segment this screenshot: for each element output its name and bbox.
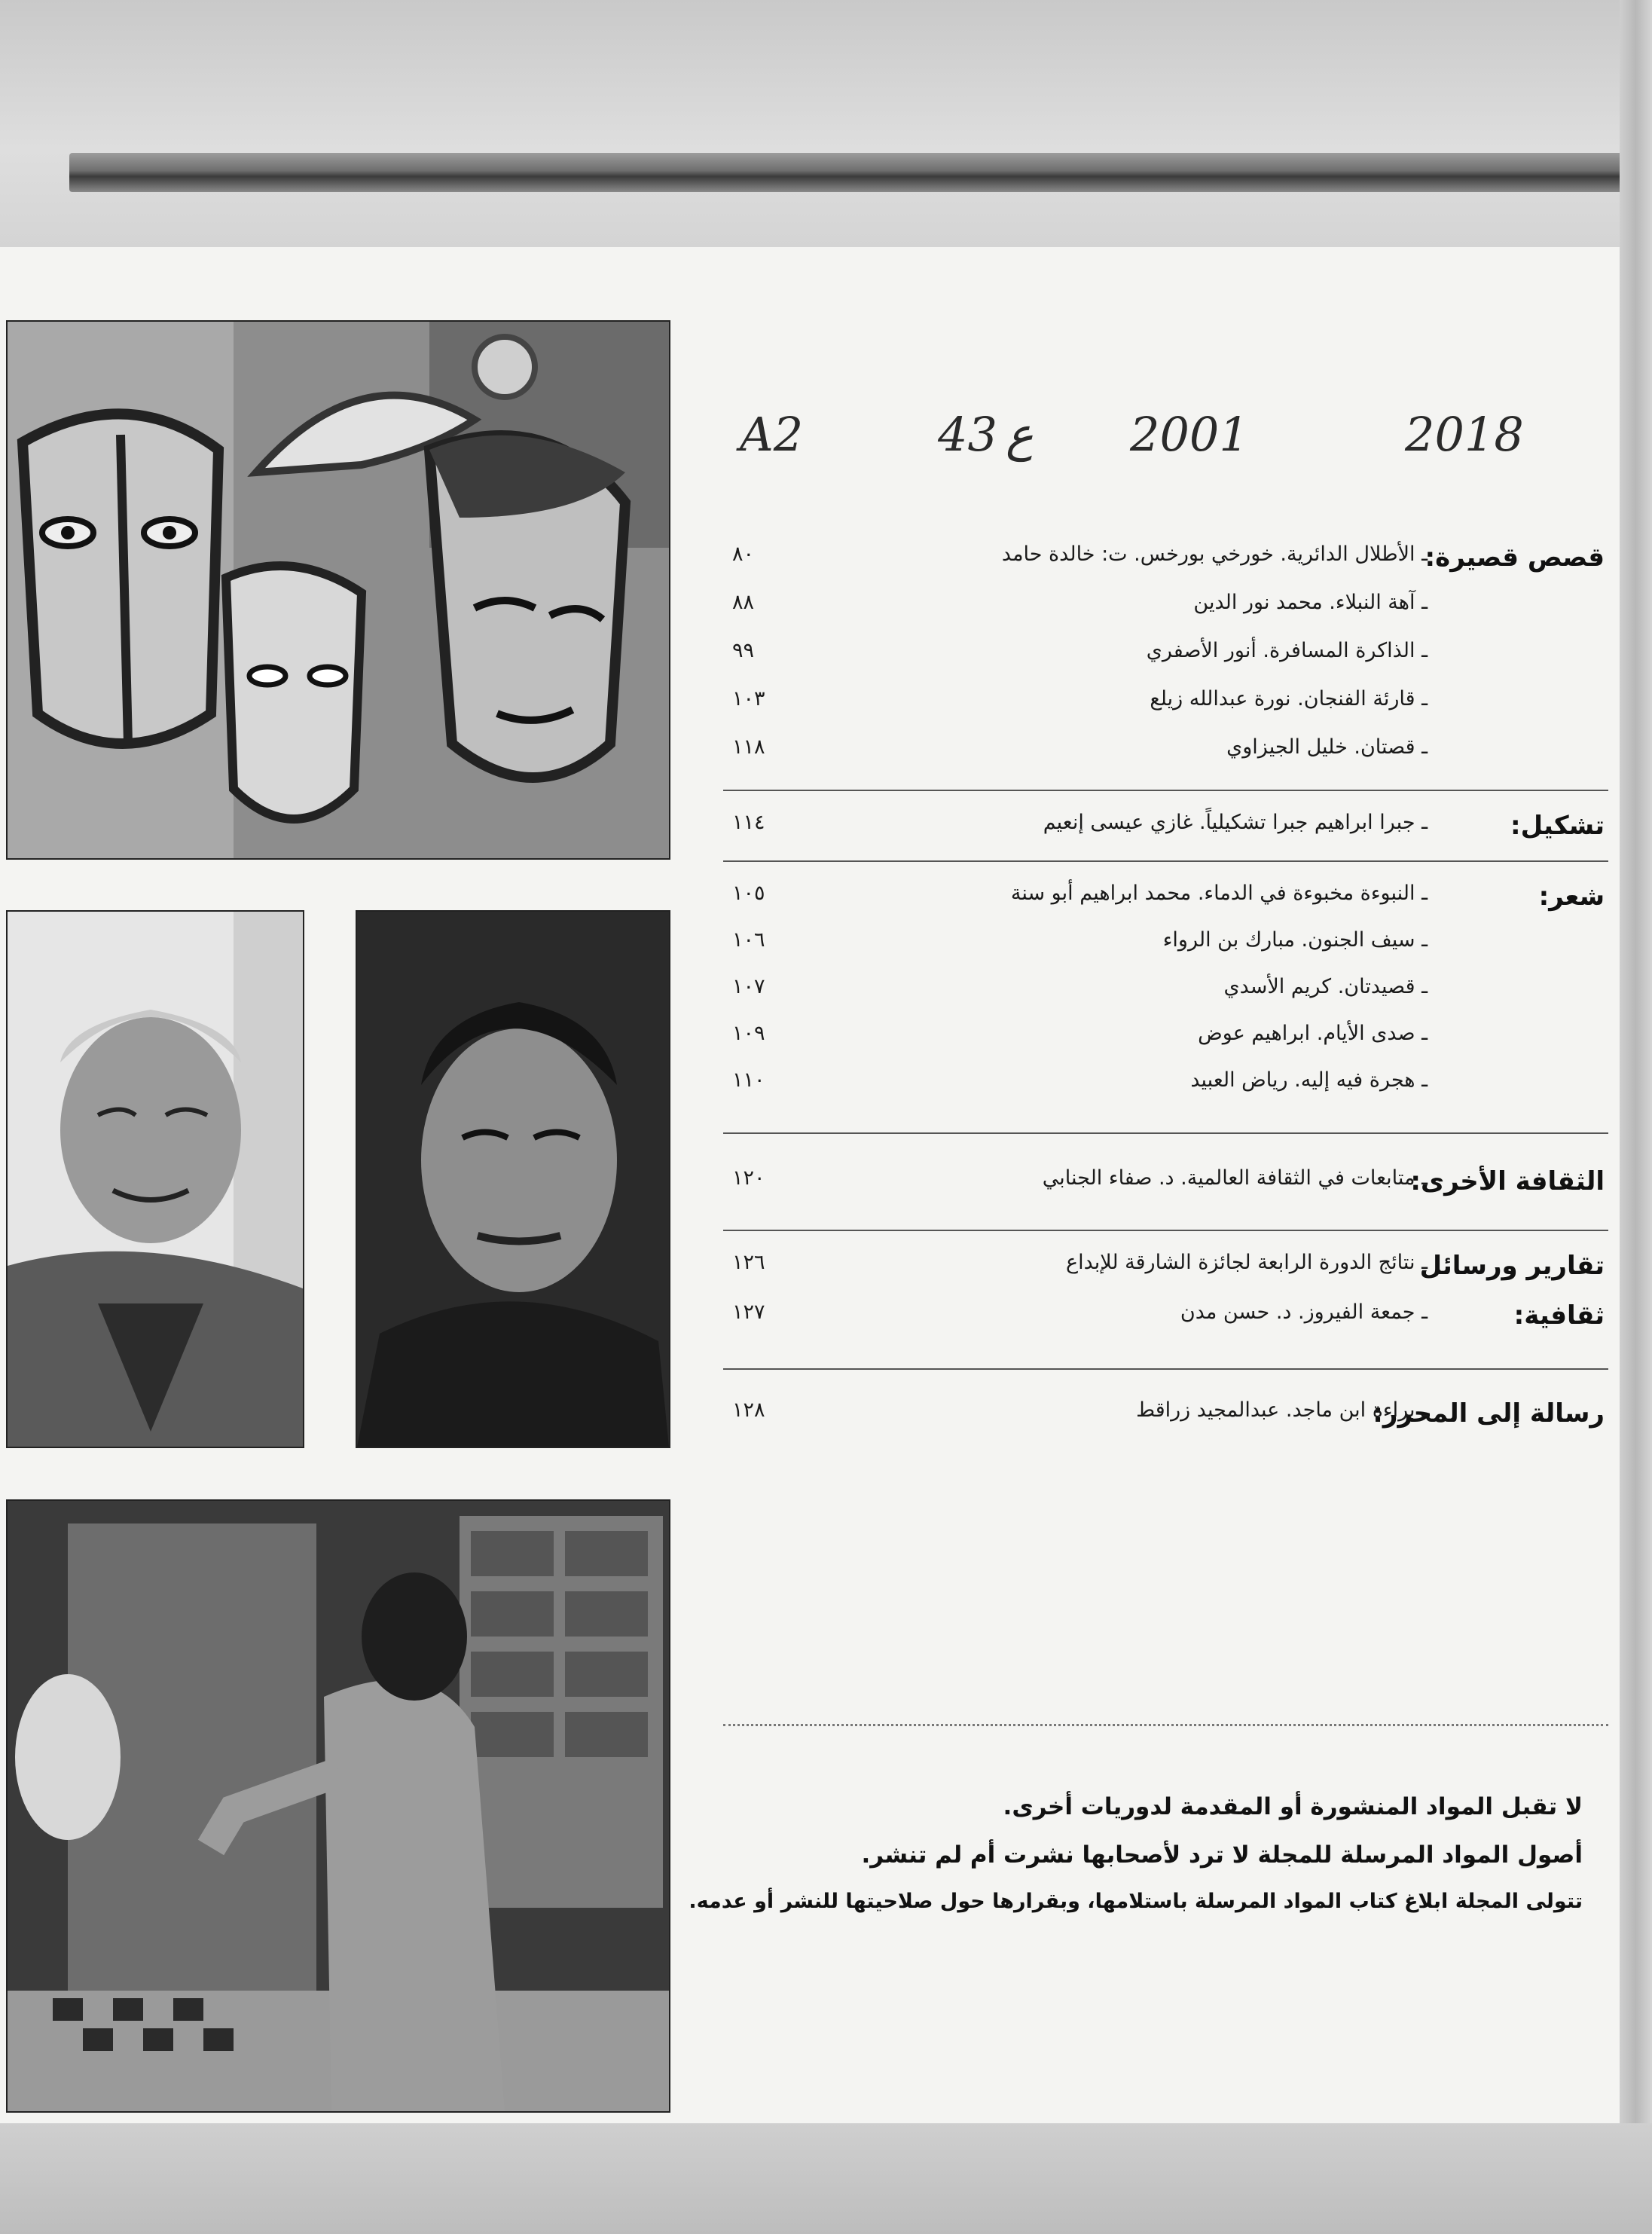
toc-section-reports	[723, 1251, 1605, 1349]
toc-entry[interactable]	[723, 639, 1605, 681]
toc-entry[interactable]	[723, 735, 1605, 778]
toc-entry[interactable]	[723, 542, 1605, 585]
entry-title: ـ جبرا ابراهيم جبرا تشكيلياً. غازي عيسى إنعيم	[1043, 811, 1428, 834]
section-title: تشكيل:	[1510, 811, 1605, 841]
entry-page-number: ١٠٦	[732, 928, 765, 952]
section-divider	[723, 790, 1608, 791]
entry-title: ـ براءة ابن ماجد. عبدالمجيد زراقط	[1136, 1398, 1428, 1422]
handwritten-letter: ع	[1006, 407, 1034, 462]
toc-entry[interactable]	[723, 975, 1605, 1017]
entry-title: ـ النبوءة مخبوءة في الدماء. محمد ابراهيم أبو سنة	[1010, 882, 1428, 905]
toc-entry[interactable]	[723, 1300, 1605, 1343]
section-divider	[723, 860, 1608, 862]
toc-entry[interactable]	[723, 1398, 1605, 1441]
toc-entry[interactable]	[723, 1022, 1605, 1064]
entry-page-number: ١١٨	[732, 735, 765, 759]
toc-section-poetry	[723, 882, 1605, 1130]
entry-page-number: ١١٤	[732, 811, 765, 834]
header-rule	[69, 153, 1636, 192]
entry-title: ـ متابعات في الثقافة العالمية. د. صفاء الجنابي	[1042, 1166, 1428, 1190]
scan-spine-edge	[1620, 0, 1652, 2234]
portrait-photo-left	[6, 910, 304, 1448]
toc-entry[interactable]	[723, 1166, 1605, 1209]
section-title: رسالة إلى المحرر:	[1373, 1398, 1605, 1429]
handwritten-code: A2	[740, 407, 804, 462]
toc-section-fine-art	[723, 811, 1605, 856]
entry-page-number: ١١٠	[732, 1068, 765, 1092]
entry-title: ـ هجرة فيه إليه. رياض العبيد	[1190, 1068, 1428, 1092]
section-title-line1: تقارير ورسائل	[1419, 1251, 1605, 1281]
entry-title: ـ صدى الأيام. ابراهيم عوض	[1198, 1022, 1428, 1045]
painting-image	[6, 320, 670, 860]
toc-entry[interactable]	[723, 928, 1605, 970]
section-divider	[723, 1132, 1608, 1134]
entry-title: ـ آهة النبلاء. محمد نور الدين	[1193, 591, 1428, 614]
entry-title: ـ سيف الجنون. مبارك بن الرواء	[1162, 928, 1428, 952]
notice-line: تتولى المجلة ابلاغ كتاب المواد المرسلة باستلامها، وبقرارها حول صلاحيتها للنشر أو عدمه.	[689, 1890, 1583, 1913]
scan-top-band	[0, 0, 1652, 249]
section-title-line2: ثقافية:	[1513, 1300, 1605, 1331]
toc-entry[interactable]	[723, 1068, 1605, 1111]
entry-title: ـ قصيدتان. كريم الأسدي	[1223, 975, 1428, 998]
toc-section-short-stories	[723, 542, 1605, 769]
toc-entry[interactable]	[723, 687, 1605, 729]
toc-section-letter-to-editor	[723, 1398, 1605, 1444]
entry-page-number: ١٠٧	[732, 975, 765, 998]
entry-page-number: ٨٠	[732, 542, 755, 566]
toc-entry[interactable]	[723, 1251, 1605, 1293]
entry-title: ـ قصتان. خليل الجيزاوي	[1226, 735, 1428, 759]
notice-line: أصول المواد المرسلة للمجلة لا ترد لأصحابها نشرت أم لم تنشر.	[861, 1841, 1583, 1869]
handwritten-year: 2001	[1130, 407, 1249, 462]
section-divider	[723, 1230, 1608, 1231]
entry-title: ـ نتائج الدورة الرابعة لجائزة الشارقة للإبداع	[1065, 1251, 1428, 1274]
section-title: الثقافة الأخرى:	[1410, 1166, 1605, 1196]
entry-title: ـ جمعة الفيروز. د. حسن مدن	[1180, 1300, 1428, 1324]
toc-entry[interactable]	[723, 591, 1605, 633]
entry-page-number: ١٠٥	[732, 882, 765, 905]
section-title: شعر:	[1538, 882, 1605, 912]
entry-page-number: ١٢٦	[732, 1251, 765, 1274]
entry-page-number: ١٢٧	[732, 1300, 765, 1324]
section-title: قصص قصيرة:	[1425, 542, 1605, 573]
scene-photo	[6, 1499, 670, 2113]
toc-entry[interactable]	[723, 811, 1605, 853]
section-divider	[723, 1368, 1608, 1370]
portrait-photo-right	[356, 910, 670, 1448]
handwritten-year-2: 2018	[1405, 407, 1524, 462]
entry-page-number: ١٢٨	[732, 1398, 765, 1422]
entry-page-number: ١٢٠	[732, 1166, 765, 1190]
scan-bottom-band	[0, 2123, 1652, 2234]
handwritten-issue: 43	[938, 407, 997, 462]
entry-title: ـ قارئة الفنجان. نورة عبدالله زيلع	[1150, 687, 1428, 711]
entry-page-number: ٨٨	[732, 591, 755, 614]
handwritten-note	[723, 407, 1552, 475]
entry-page-number: ١٠٣	[732, 687, 765, 711]
notice-line: لا تقبل المواد المنشورة أو المقدمة لدوريات أخرى.	[1003, 1793, 1583, 1820]
entry-page-number: ١٠٩	[732, 1022, 765, 1045]
notice-separator	[723, 1724, 1608, 1726]
entry-title: ـ الأطلال الدائرية. خورخي بورخس. ت: خالدة حامد	[1001, 542, 1428, 566]
toc-section-other-culture	[723, 1166, 1605, 1212]
entry-page-number: ٩٩	[732, 639, 755, 662]
toc-entry[interactable]	[723, 882, 1605, 924]
entry-title: ـ الذاكرة المسافرة. أنور الأصفري	[1146, 639, 1428, 662]
